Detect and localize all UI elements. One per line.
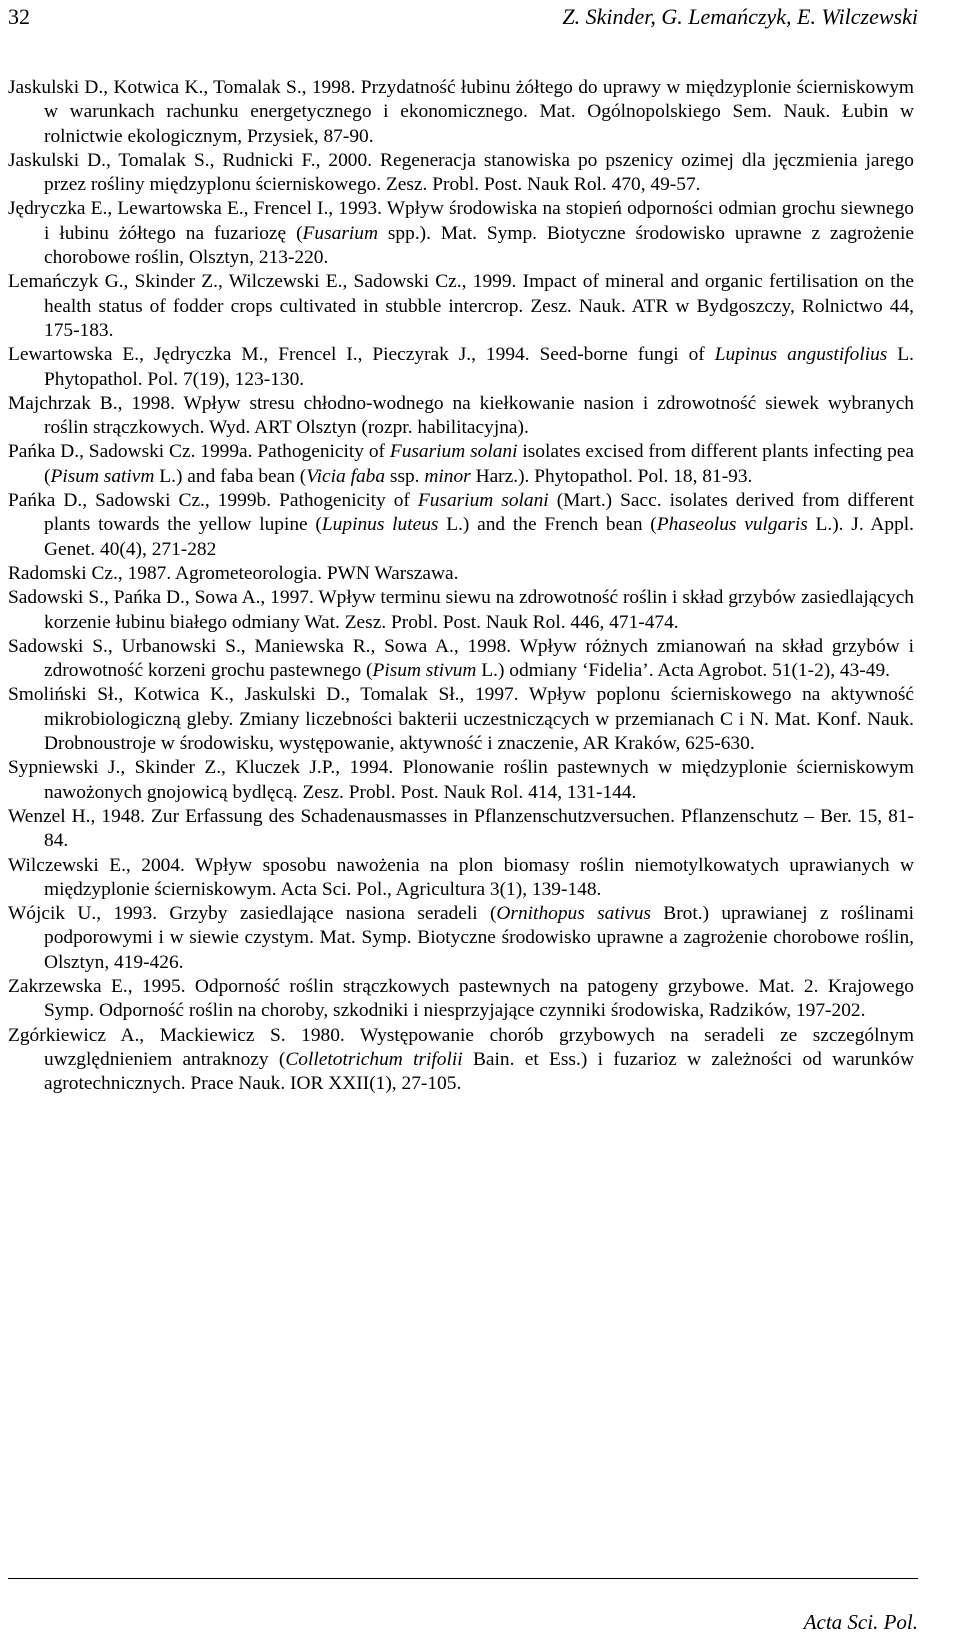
reference-text: Zakrzewska E., 1995. Odporność roślin strączkowych pastewnych na patogeny grzybowe. Mat. 2. Krajowego Symp. Odporność roślin na choroby, szkodniki i niesprzyjające czynniki środowiska, Radzików, 197-202. (8, 975, 914, 1022)
reference-list (8, 76, 914, 1096)
italic-taxon-name: Ornithopus sativus (496, 903, 651, 925)
reference-text: Wenzel H., 1948. Zur Erfassung des Schadenausmasses in Pflanzenschutzversuchen. Pflanzenschutz – Ber. 15, 81-84. (8, 805, 914, 852)
reference-entry (8, 805, 914, 854)
reference-text: Sypniewski J., Skinder Z., Kluczek J.P., 1994. Plonowanie roślin pastewnych w międzyplonie ścierniskowym nawożonych gnojowicą bydlęcą. Zesz. Probl. Post. Nauk Rol. 414, 131-144. (8, 757, 914, 803)
reference-text: Lewartowska E., Jędryczka M., Frencel I., Pieczyrak J., 1994. Seed-borne fungi of (8, 344, 715, 366)
italic-taxon-name: Pisum sativm (50, 465, 155, 487)
reference-text: spp.). Mat. Symp. Biotyczne środowisko uprawne z zagrożenie chorobowe roślin, Olsztyn, 213-220. (44, 222, 914, 269)
reference-text: L.). J. Appl. Genet. 40(4), 271-282 (44, 514, 914, 560)
reference-text: Wójcik U., 1993. Grzyby zasiedlające nasiona seradeli ( (8, 903, 497, 925)
reference-text: Sadowski S., Pańka D., Sowa A., 1997. Wpływ terminu siewu na zdrowotność roślin i skład grzybów zasiedlających korzenie łubinu białego odmiany Wat. Zesz. Probl. Post. Nauk Rol. 446, 471-474. (8, 587, 914, 633)
reference-text: Pańka D., Sadowski Cz., 1999b. Pathogenicity of (8, 490, 418, 512)
reference-text: Sadowski S., Urbanowski S., Maniewska R., Sowa A., 1998. Wpływ różnych zmianowań na skład grzybów i zdrowotność korzeni grochu pastewnego ( (8, 635, 914, 682)
reference-text: Radomski Cz., 1987. Agrometeorologia. PWN Warszawa. (8, 562, 459, 584)
reference-text: Pańka D., Sadowski Cz. 1999a. Pathogenicity of (8, 441, 390, 463)
reference-entry (8, 586, 914, 635)
reference-text: L.) and the French bean ( (438, 514, 657, 536)
reference-entry (8, 756, 914, 805)
reference-text: Majchrzak B., 1998. Wpływ stresu chłodno-wodnego na kiełkowanie nasion i zdrowotność siewek wybranych roślin strączkowych. Wyd. ART Olsztyn (rozpr. habilitacyjna). (8, 392, 914, 439)
reference-entry (8, 635, 914, 684)
italic-taxon-name: Lupinus luteus (321, 514, 439, 536)
italic-taxon-name: Colletotrichum trifolii (285, 1048, 463, 1070)
reference-text: isolates excised from different plants infecting pea ( (44, 441, 914, 487)
reference-entry (8, 149, 914, 198)
page-number: 32 (8, 4, 30, 29)
italic-taxon-name: Vicia faba (306, 465, 386, 487)
reference-entry (8, 270, 914, 343)
reference-text: Harz.). Phytopathol. Pol. 18, 81-93. (470, 465, 753, 487)
reference-entry (8, 197, 914, 270)
reference-text: (Mart.) Sacc. isolates derived from different plants towards the yellow lupine ( (44, 490, 915, 536)
reference-text: L.) and faba bean ( (154, 465, 307, 487)
reference-entry (8, 902, 914, 975)
reference-entry (8, 343, 914, 392)
reference-text: Jaskulski D., Tomalak S., Rudnicki F., 2000. Regeneracja stanowiska po pszenicy ozimej dla jęczmienia jarego przez rośliny międzyplonu ścierniskowego. Zesz. Probl. Post. Nauk Rol. 470, 49-57. (8, 149, 914, 196)
reference-entry (8, 489, 914, 562)
reference-entry (8, 562, 914, 586)
reference-text: L. Phytopathol. Pol. 7(19), 123-130. (44, 344, 914, 390)
reference-entry (8, 1024, 914, 1097)
italic-taxon-name: Fusarium (302, 222, 378, 244)
reference-text: Jędryczka E., Lewartowska E., Frencel I., 1993. Wpływ środowiska na stopień odporności odmian grochu siewnego i łubinu żółtego na fuzariozę ( (8, 198, 914, 244)
reference-text: Brot.) uprawianej z roślinami podporowymi i w siewie czystym. Mat. Symp. Biotyczne środowisko uprawne a zagrożenie chorobowe roślin, Olsztyn, 419-426. (44, 903, 914, 973)
italic-taxon-name: Fusarium solani (417, 490, 549, 512)
reference-entry (8, 975, 914, 1024)
footer-divider (8, 1578, 918, 1579)
reference-text: Zgórkiewicz A., Mackiewicz S. 1980. Występowanie chorób grzybowych na seradeli ze szczególnym uwzględnieniem antraknozy ( (8, 1024, 914, 1070)
italic-taxon-name: Phaseolus vulgaris (656, 514, 808, 536)
reference-entry (8, 854, 914, 903)
reference-text: Bain. et Ess.) i fuzarioz w zależności od warunków agrotechnicznych. Prace Nauk. IOR XXII(1), 27-105. (44, 1048, 914, 1095)
reference-text: Jaskulski D., Kotwica K., Tomalak S., 1998. Przydatność łubinu żółtego do uprawy w międzyplonie ścierniskowym w warunkach rachunku energetycznego i ekonomicznego. Mat. Ogólnopolskiego Sem. Nauk. Łubin w rolnictwie ekologicznym, Przysiek, 87-90. (8, 77, 914, 147)
reference-text: L.) odmiany ‘Fidelia’. Acta Agrobot. 51(1-2), 43-49. (476, 660, 891, 682)
reference-text: Smoliński Sł., Kotwica K., Jaskulski D., Tomalak Sł., 1997. Wpływ poplonu ścierniskowego na aktywność mikrobiologiczną gleby. Zmiany liczebności bakterii uczestniczących w przemianach C i N. Mat. Konf. Nauk. Drobnoustroje w środowisku, występowanie, aktywność i znaczenie, AR Kraków, 625-630. (8, 684, 914, 755)
reference-entry (8, 76, 914, 149)
italic-taxon-name: minor (424, 465, 471, 487)
reference-entry (8, 392, 914, 441)
reference-text: ssp. (385, 465, 425, 487)
italic-taxon-name: Lupinus angustifolius (714, 344, 888, 366)
reference-entry (8, 440, 914, 489)
reference-text: Wilczewski E., 2004. Wpływ sposobu nawożenia na plon biomasy roślin niemotylkowatych uprawianych w międzyplonie ścierniskowym. Acta Sci. Pol., Agricultura 3(1), 139-148. (8, 854, 914, 900)
journal-name: Acta Sci. Pol. (803, 1610, 918, 1634)
reference-text: Lemańczyk G., Skinder Z., Wilczewski E., Sadowski Cz., 1999. Impact of mineral and organic fertilisation on the health status of fodder crops cultivated in stubble intercrop. Zesz. Nauk. ATR w Bydgoszczy, Rolnictwo 44, 175-183. (8, 271, 914, 341)
page-header (8, 2, 918, 36)
reference-entry (8, 683, 914, 756)
italic-taxon-name: Pisum stivum (372, 660, 477, 682)
italic-taxon-name: Fusarium solani (389, 441, 518, 463)
running-head: Z. Skinder, G. Lemańczyk, E. Wilczewski (562, 4, 918, 29)
